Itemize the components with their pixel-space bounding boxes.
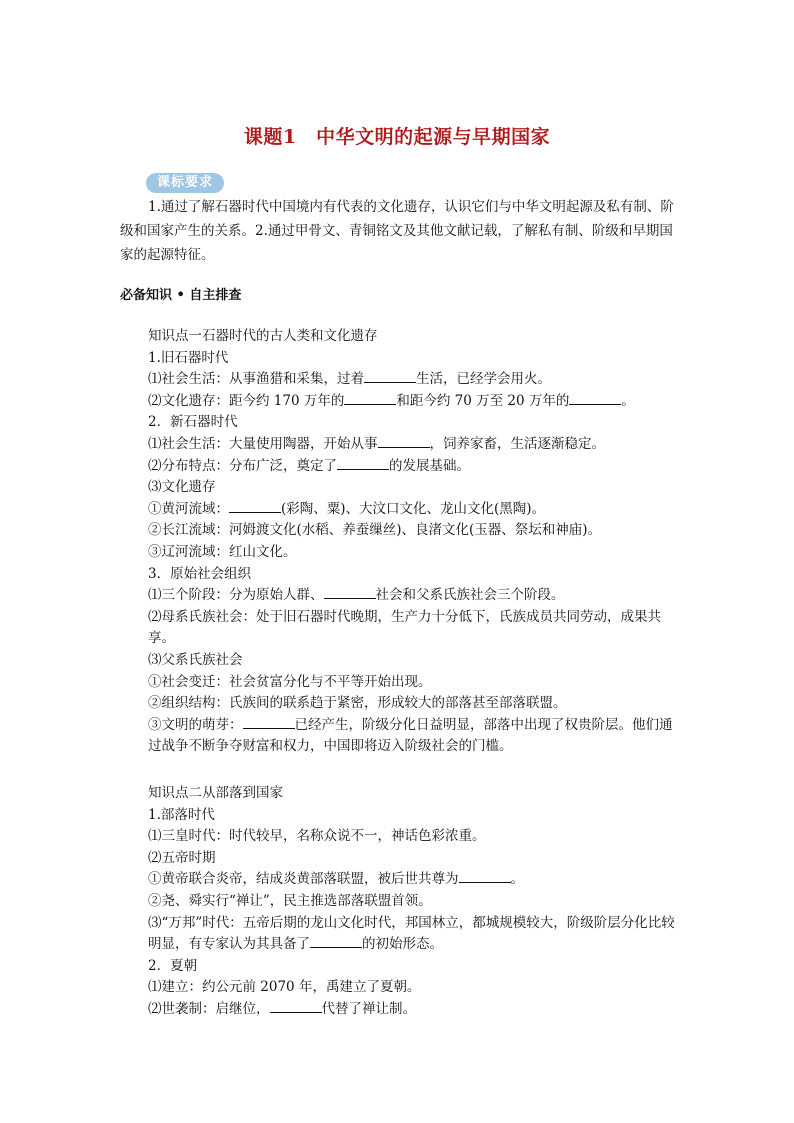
kp1-line-4: 2．新石器时代 <box>148 414 238 431</box>
fill-blank <box>229 500 281 513</box>
fill-blank <box>310 935 362 948</box>
kp1-line-15: ①社会变迁：社会贫富分化与不平等开始出现。 <box>148 673 432 690</box>
curriculum-requirement: 1.通过了解石器时代中国境内有代表的文化遗存，认识它们与中华文明起源及私有制、阶级和国家产生的关系。2.通过甲骨文、青铜铭文及其他文献记载，了解私有制、阶级和早期国家的起源特征。 <box>120 199 674 263</box>
fill-blank <box>243 716 295 729</box>
kp1-line-1: 1.旧石器时代 <box>148 349 229 366</box>
kp1-line-8: ①黄河流域： (彩陶、粟)、大汶口文化、龙山文化(黑陶)。 <box>148 500 546 517</box>
kp2-line-1: 1.部落时代 <box>148 806 215 823</box>
fill-blank <box>324 586 376 599</box>
kp2-line-6: ⑶“万邦”时代：五帝后期的龙山文化时代，邦国林立，都城规模较大，阶级阶层分化比较明显，有专家认为其具备了 的初始形态。 <box>148 914 675 953</box>
kp2-line-4: ①黄帝联合炎帝，结成炎黄部落联盟，被后世共尊为 。 <box>148 871 524 888</box>
kp2-line-5: ②尧、舜实行“禅让”，民主推选部落联盟首领。 <box>148 892 432 909</box>
kp2-line-8: ⑴建立：约公元前 2070 年，禹建立了夏朝。 <box>148 979 421 996</box>
kp1-line-5: ⑴社会生活：大量使用陶器，开始从事 ，饲养家畜，生活逐渐稳定。 <box>148 435 605 452</box>
kp1-line-16: ②组织结构：氏族间的联系趋于紧密，形成较大的部落甚至部落联盟。 <box>148 695 567 712</box>
kp1-line-7: ⑶文化遗存 <box>148 479 216 496</box>
kp2-line-9: ⑵世袭制：启继位， 代替了禅让制。 <box>148 1000 416 1017</box>
knowledge-point-1 <box>120 326 676 758</box>
fill-blank <box>344 392 396 405</box>
fill-blank <box>270 1000 322 1013</box>
fill-blank <box>569 392 621 405</box>
kp1-line-6: ⑵分布特点：分布广泛，奠定了 的发展基础。 <box>148 457 470 474</box>
fill-blank <box>459 870 511 883</box>
kp1-line-13: ⑵母系氏族社会：处于旧石器时代晚期，生产力十分低下，氏族成员共同劳动，成果共享。 <box>148 608 661 647</box>
kp1-line-14: ⑶父系氏族社会 <box>148 651 243 668</box>
fill-blank <box>364 370 416 383</box>
kp1-line-17: ③文明的萌芽： 已经产生，阶级分化日益明显，部落中出现了权贵阶层。他们通过战争不断争夺财富和权力，中国即将迈入阶级社会的门槛。 <box>148 716 673 755</box>
kp2-line-3: ⑵五帝时期 <box>148 849 216 866</box>
kp2-line-7: 2．夏朝 <box>148 957 198 974</box>
knowledge-point-2 <box>120 783 676 1021</box>
fill-blank <box>337 457 389 470</box>
kp1-line-2: ⑴社会生活：从事渔猎和采集，过着 生活，已经学会用火。 <box>148 371 551 388</box>
page-title: 课题1 中华文明的起源与早期国家 <box>243 126 551 148</box>
fill-blank <box>378 435 430 448</box>
kp1-line-11: 3．原始社会组织 <box>148 565 252 582</box>
kp1-line-12: ⑴三个阶段：分为原始人群、 社会和父系氏族社会三个阶段。 <box>148 587 565 604</box>
kp1-line-3: ⑵文化遗存：距今约 170 万年的 和距今约 70 万至 20 万年的 。 <box>148 392 635 409</box>
kp1-line-10: ③辽河流域：红山文化。 <box>148 543 297 560</box>
kp2-heading: 知识点二从部落到国家 <box>148 785 283 801</box>
kp1-line-9: ②长江流域：河姆渡文化(水稻、养蚕缫丝)、良渚文化(玉器、祭坛和神庙)。 <box>148 522 602 539</box>
kp1-heading: 知识点一石器时代的古人类和文化遗存 <box>148 328 378 344</box>
kp2-line-2: ⑴三皇时代：时代较早，名称众说不一，神话色彩浓重。 <box>148 828 486 845</box>
curriculum-badge: 课标要求 <box>146 173 224 193</box>
section-heading: 必备知识 • 自主排查 <box>120 288 242 303</box>
